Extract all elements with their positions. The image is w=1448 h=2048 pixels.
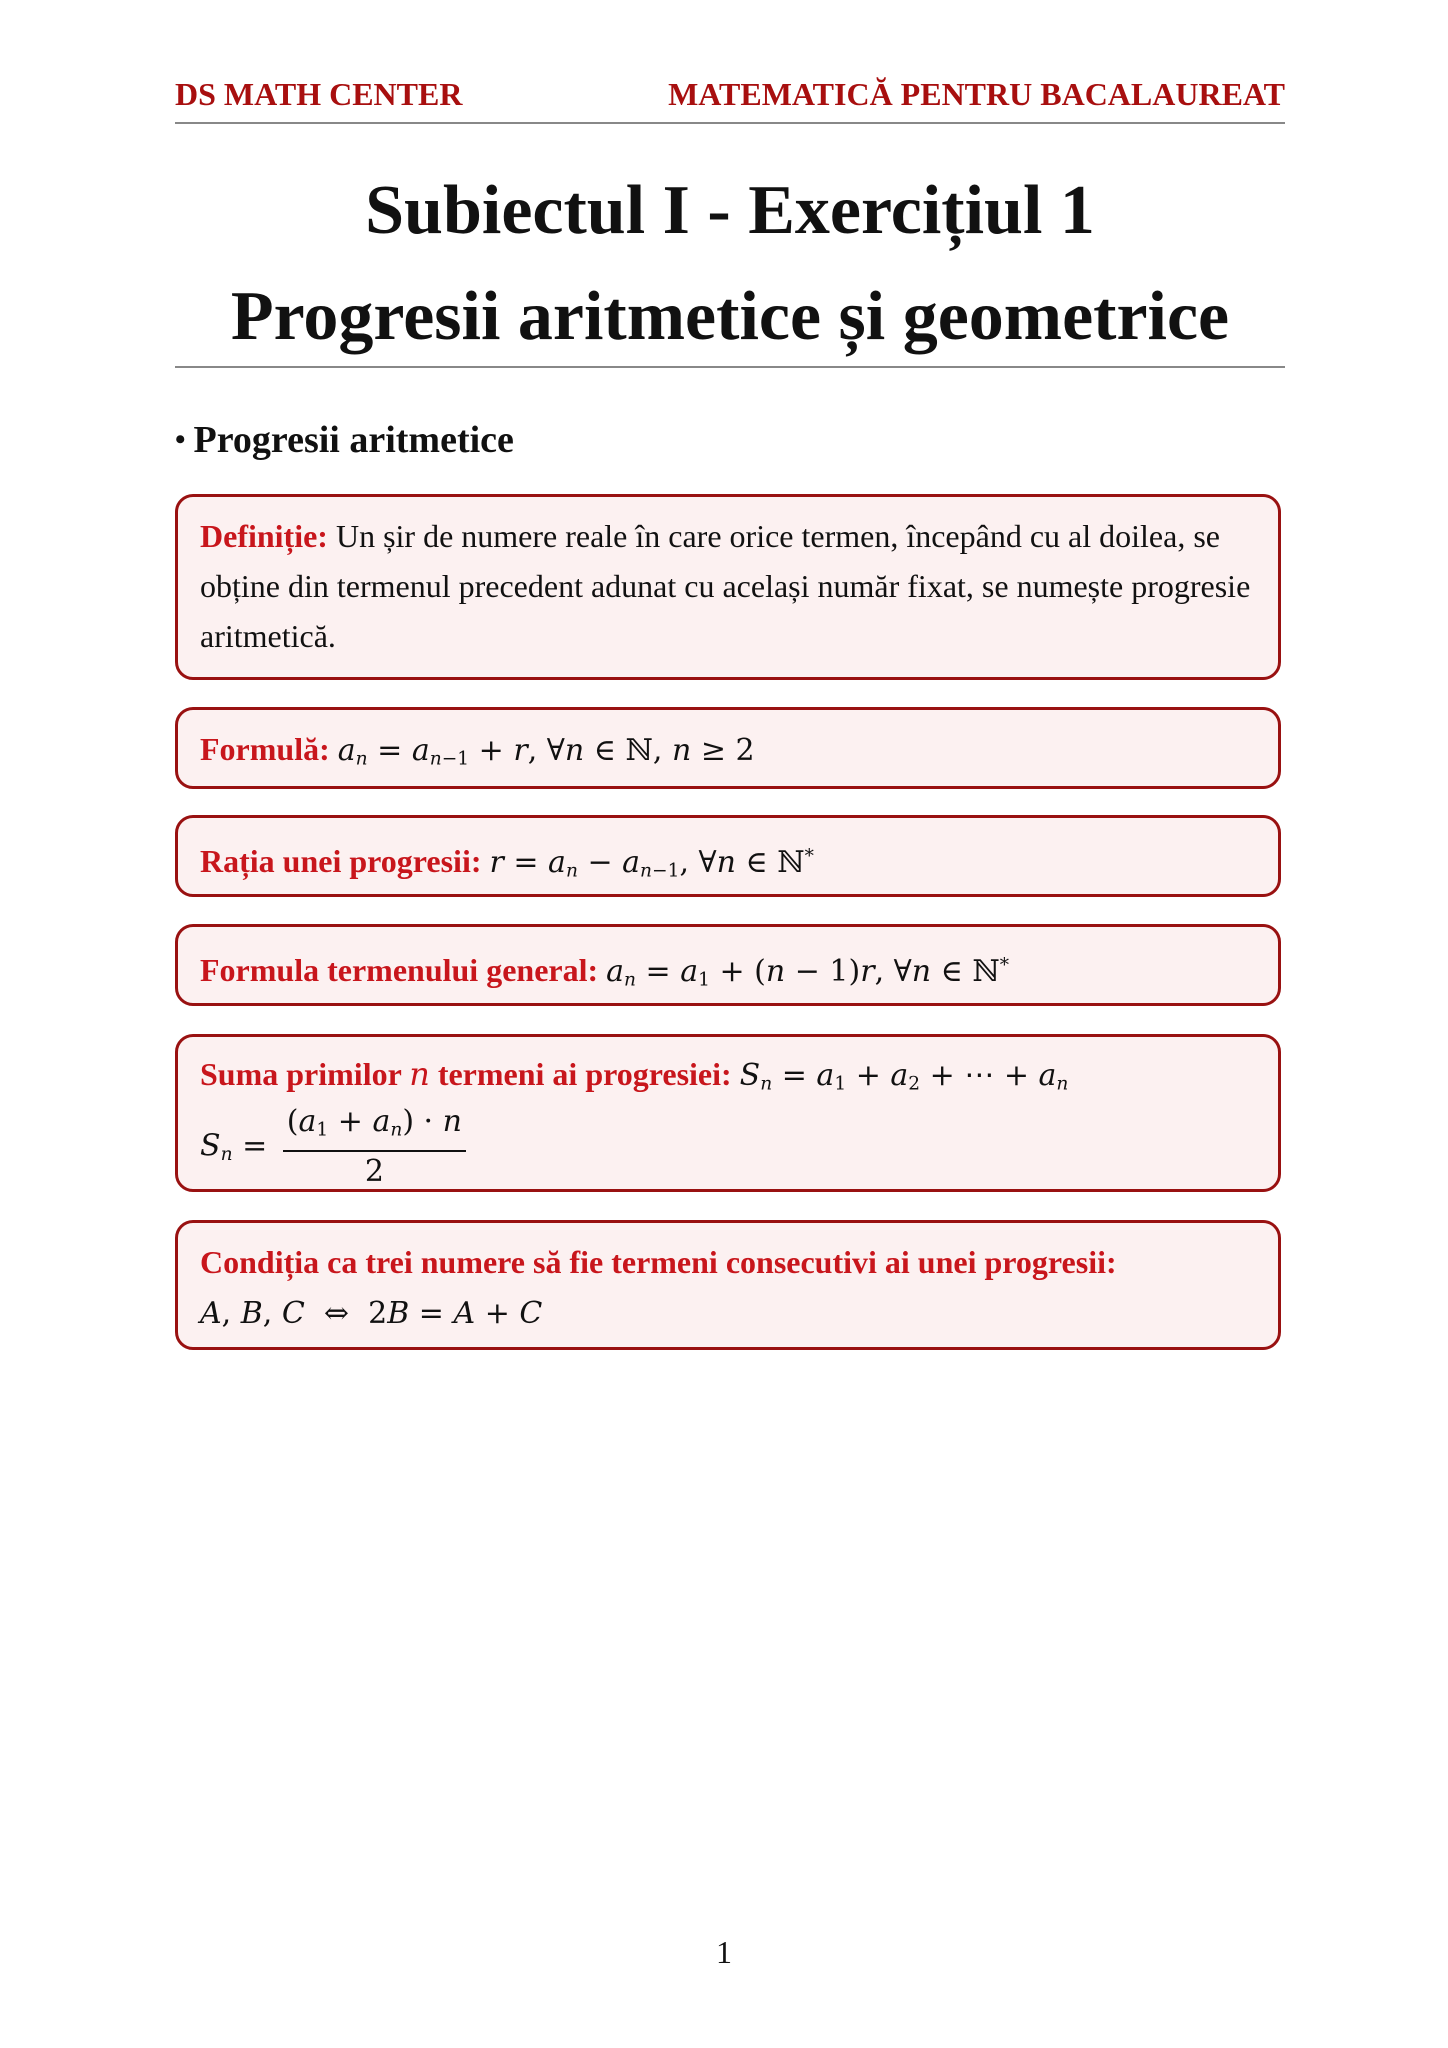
definition-label: Definiție:	[200, 518, 328, 554]
general-term-box	[175, 924, 1281, 1006]
condition-formula: A, B, C ⇔ 2B = A + C	[200, 1296, 543, 1331]
sum-label-part1: Suma primilor	[200, 1056, 410, 1092]
general-term-label: Formula termenului general:	[200, 952, 599, 989]
condition-box	[175, 1220, 1281, 1350]
recurrence-formula: $a_n = a_{n-1} + r$, ∀n ∈ ℕ, n ≥ 2	[337, 733, 755, 770]
header-rule	[175, 122, 1285, 124]
title-line-2: Progresii aritmetice și geometrice	[230, 278, 1230, 355]
general-term-formula: $a_n = a_1 + (n - 1)r$, ∀n ∈ ℕ*	[606, 954, 1010, 991]
formula-label: Formulă:	[200, 731, 330, 767]
ratio-formula: $r = a_n - a_{n-1}$, ∀n ∈ ℕ*	[489, 845, 814, 882]
sum-fraction-formula: $S_n$ = $\frac{(a_1 + a_n) \cdot n}{2}$	[200, 1102, 1256, 1193]
section-heading-text: Progresii aritmetice	[193, 419, 514, 461]
definition-box	[175, 494, 1281, 680]
header-left: DS MATH CENTER	[175, 76, 463, 112]
page-title	[175, 158, 1285, 370]
formula-box	[175, 707, 1281, 789]
sum-label	[200, 1056, 732, 1092]
ratio-box	[175, 815, 1281, 897]
sum-box	[175, 1034, 1281, 1192]
title-rule	[175, 366, 1285, 368]
sum-expansion-formula: $S_n = a_1 + a_2$ + ⋯ + $a_n$	[739, 1058, 1069, 1095]
ratio-label: Rația unei progresii:	[200, 843, 482, 880]
page-number: 1	[716, 1934, 732, 1970]
condition-label: Condiția ca trei numere să fie termeni consecutivi ai unei progresii:	[200, 1244, 1117, 1280]
title-line-1: Subiectul I - Exercițiul 1	[365, 172, 1095, 249]
sum-fraction: $\frac{(a_1 + a_n) \cdot n}{2}$	[283, 1102, 466, 1193]
bullet-icon: •	[175, 423, 186, 456]
section-heading	[175, 418, 514, 462]
sum-label-part2: termeni ai progresiei:	[429, 1056, 732, 1092]
definition-text: Un șir de numere reale în care orice termen, începând cu al doilea, se obține din termenul precedent adunat cu același număr fixat, se numește progresie aritmetică.	[200, 518, 1251, 654]
page-header	[175, 76, 1285, 113]
header-right: MATEMATICĂ PENTRU BACALAUREAT	[668, 76, 1285, 112]
sum-label-variable: n	[409, 1055, 430, 1093]
